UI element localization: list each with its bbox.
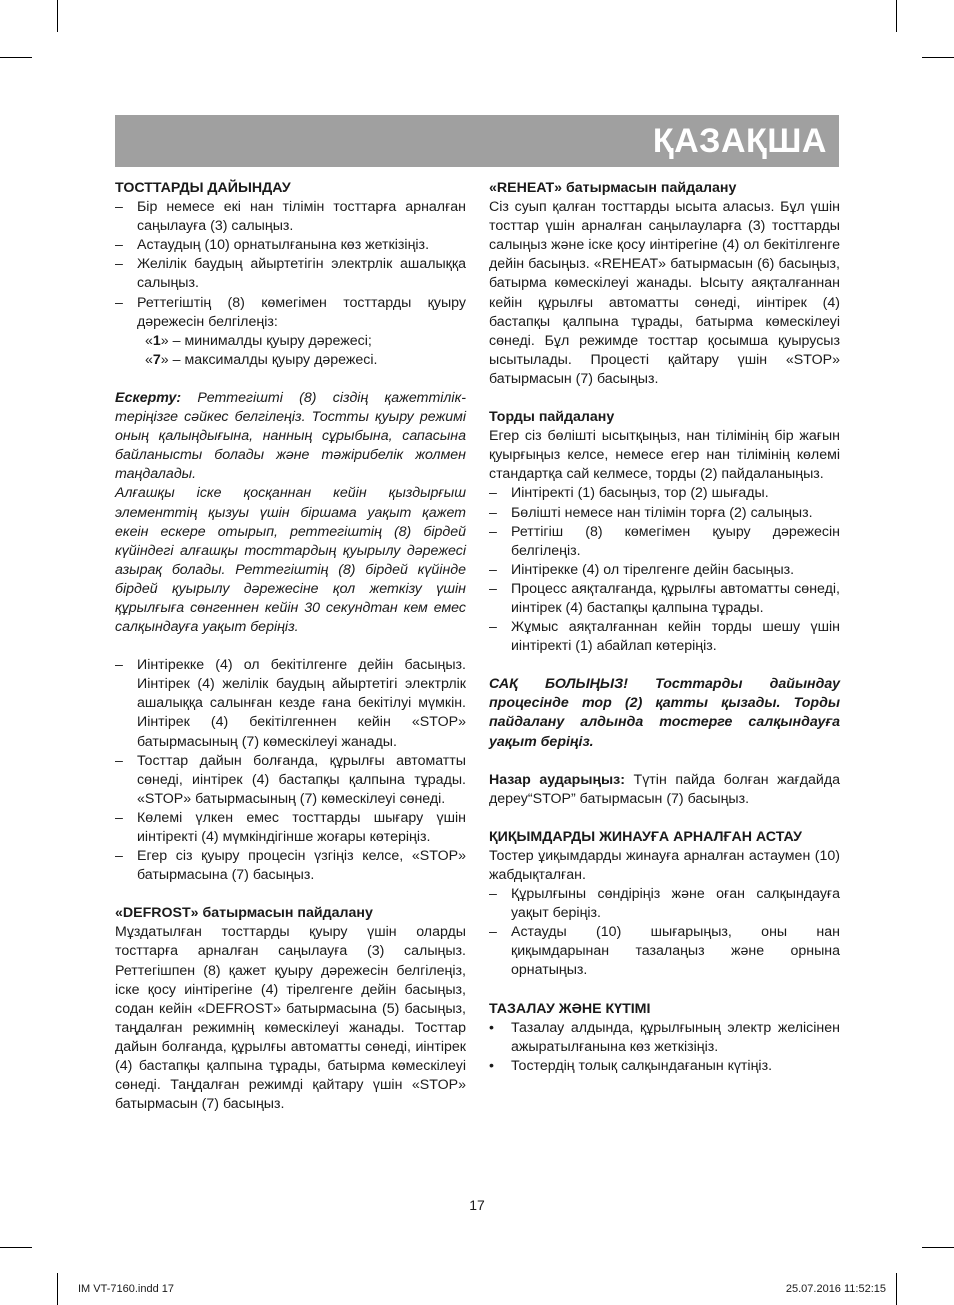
section-title-defrost: «DEFROST» батырмасын пайдалану: [115, 905, 373, 922]
crop-mark: [0, 57, 32, 58]
list-item: – Реттігіш (8) көмегімен қуыру дәрежесін белгілеңіз.: [489, 523, 840, 561]
right-column: [489, 179, 840, 1076]
note-paragraph: Ескерту: Реттегішті (8) сіздің қажеттілік-теріңізге сәйкес белгілеңіз. Тостты қуыру режимі оның қалыңдығына, нанның сұрыбына, сапасына байланысты болады және тәжірибелік жолмен таңдалады.: [115, 389, 466, 483]
defrost-paragraph: Мұздатылған тосттарды қуыру үшін оларды тосттарға арналған саңылауға (3) салыңыз. Реттегішпен (8) қажет қуыру дәрежесін белгілеңіз, іске қосу иінтірегіне (4) тірелгенге дейін басыңыз, содан кейін «DEFROST» батырмасына (5) басыңыз, таңдалған режимнің көмескілеуі жанады. Тосттар дайын болғанда, құрылғы автоматты сөнеді, иінтірек (4) бастапқы қалпына тұрады, батырма көмескілеуі сөнеді. Таңдалған режимді қайтару үшін «STOP» батырмасын (7) басыңыз.: [115, 924, 466, 1113]
footer-timestamp: 25.07.2016 11:52:15: [785, 1283, 886, 1295]
list-item: – Жұмыс аяқталғаннан кейін торды шешу үшін иінтіректі (1) абайлап көтеріңіз.: [489, 618, 840, 656]
list-item: – Астауды (10) шығарыңыз, оны нан қиқымдарынан тазалаңыз және орнына орнатыңыз.: [489, 923, 840, 980]
list-item: – Тосттар дайын болғанда, құрылғы автоматты сөнеді, иінтірек (4) бастапқы қалпына тұрады. «STOP» батырмасының (7) көмескілеуі сөнеді.: [115, 752, 466, 809]
list-item: • Тазалау алдында, құрылғының электр желісінен ажыратылғанына көз жеткізіңіз.: [489, 1019, 840, 1057]
page-number: 17: [469, 1197, 485, 1213]
crop-mark: [922, 57, 954, 58]
toast-steps-list-2: [115, 656, 466, 885]
list-item: – Астаудың (10) орнатылғанына көз жеткізіңіз.: [115, 236, 466, 255]
list-item: – Желілік баудың айыртетігін электрлік ашалыққа салыңыз.: [115, 255, 466, 293]
crop-mark: [57, 0, 58, 32]
reheat-paragraph: Сіз суып қалған тосттарды ысыта аласыз. Бұл үшін тосттар үшін арналған саңылауларға (3) тосттарды салыңыз және іске қосу иінтірегіне (4) ол бекітілгенге дейін басыңыз. «REHEAT» батырмасын (6) басыңыз, батырма көмескілеуі жанады. Ысыту аяқталғаннан кейін құрылғы автоматты сөнеді, иінтірек (4) бастапқы қалпына тұрады, батырма көмескілеуі сөнеді. Бұл режимде тосттар қосымша қуырусыз ысытылады. Процесті қайтару үшін «STOP» батырмасын (7) басыңыз.: [489, 199, 840, 387]
section-title-crumb-tray: ҚИҚЫМДАРДЫ ЖИНАУҒА АРНАЛҒАН АСТАУ: [489, 828, 803, 845]
list-item: – Егер сіз қуыру процесін үзгіңіз келсе, «STOP» батырмасына (7) басыңыз.: [115, 847, 466, 885]
list-item: – Процесс аяқталғанда, құрылғы автоматты сөнеді, иінтірек (4) бастапқы қалпына тұрады.: [489, 580, 840, 618]
section-title-reheat: «REHEAT» батырмасын пайдалану: [489, 180, 737, 196]
list-item: – Реттегіштің (8) көмегімен тосттарды қуыру дәрежесін белгілеңіз:: [115, 294, 466, 332]
crop-mark: [0, 1247, 32, 1248]
list-item: – Көлемі үлкен емес тосттарды шығару үшін иінтіректі (4) мүмкіндігінше жоғары көтеріңіз.: [115, 809, 466, 847]
attention-paragraph: Назар аударыңыз: Түтін пайда болған жағдайда дереу“STOP” батырмасын (7) басыңыз.: [489, 771, 840, 807]
language-banner: ҚАЗАҚША: [115, 115, 839, 167]
list-item: – Бір немесе екі нан тілімін тосттарға арналған саңылауға (3) салыңыз.: [115, 198, 466, 236]
list-item: – Иінтіректі (1) басыңыз, тор (2) шығады.: [489, 484, 840, 503]
list-item: • Тостердің толық салқындағанын күтіңіз.: [489, 1057, 840, 1076]
section-title-rack: Торды пайдалану: [489, 409, 615, 426]
list-item: – Иінтірекке (4) ол тірелгенге дейін басыңыз.: [489, 561, 840, 580]
section-title-cleaning: ТАЗАЛАУ ЖӘНЕ КҮТІМІ: [489, 1000, 651, 1017]
crop-mark: [896, 1273, 897, 1305]
cleaning-list: [489, 1019, 840, 1076]
left-column: [115, 179, 466, 1114]
toast-steps-list: [115, 198, 466, 332]
crop-mark: [57, 1273, 58, 1305]
section-title-toast: ТОСТТАРДЫ ДАЙЫНДАУ: [115, 180, 291, 196]
crop-mark: [922, 1247, 954, 1248]
level-max: «7» – максималды қуыру дәрежесі.: [145, 351, 378, 368]
level-min: «1» – минималды қуыру дәрежесі;: [145, 332, 372, 349]
crop-mark: [896, 0, 897, 32]
note-paragraph-2: Алғашқы іске қосқаннан кейін қыздырғыш элементтің қызуы үшін біршама уақыт қажет екеін ескере отырып, реттегіштің (8) бірдей күйіндегі алғашқы тосттардың қуырылу дәрежесі азырақ болады. Реттегіштің (8) бірдей күйінде бірдей қуырылу дәрежесіне қол жеткізу үшін құрылғыға сөнгеннен кейін 30 секундтан кем емес салқындауға уақыт беріңіз.: [115, 485, 466, 636]
rack-paragraph: Егер сіз бөлішті ысытқыңыз, нан тілімінің бір жағын қуырғыңыз келсе, немесе егер нан тілімінің көлемі стандартқа сай келмесе, торды (2) пайдаланыңыз.: [489, 428, 840, 483]
footer-file-name: IM VT-7160.indd 17: [78, 1283, 175, 1295]
warning-paragraph: САҚ БОЛЫҢЫЗ! Тосттарды дайындау процесінде тор (2) қатты қызады. Торды пайдалану алдында тостерге салқындауға уақыт беріңіз.: [489, 676, 840, 750]
list-item: – Бөлішті немесе нан тілімін торға (2) салыңыз.: [489, 504, 840, 523]
crumb-tray-list: [489, 885, 840, 980]
crumb-tray-paragraph: Тостер ұиқымдарды жинауға арналған астаумен (10) жабдықталған.: [489, 847, 840, 883]
rack-steps-list: [489, 484, 840, 656]
list-item: – Иінтірекке (4) ол бекітілгенге дейін басыңыз. Иінтірек (4) желілік баудың айыртетігі электрлік ашалыққа салынған кезде ғана бекітілуі мүмкін. Иінтірек (4) бекітілгеннен кейін «STOP» батырмасының (7) көмескілеуі жанады.: [115, 656, 466, 751]
list-item: – Құрылғыны сөндіріңіз және оған салқындауға уақыт беріңіз.: [489, 885, 840, 923]
